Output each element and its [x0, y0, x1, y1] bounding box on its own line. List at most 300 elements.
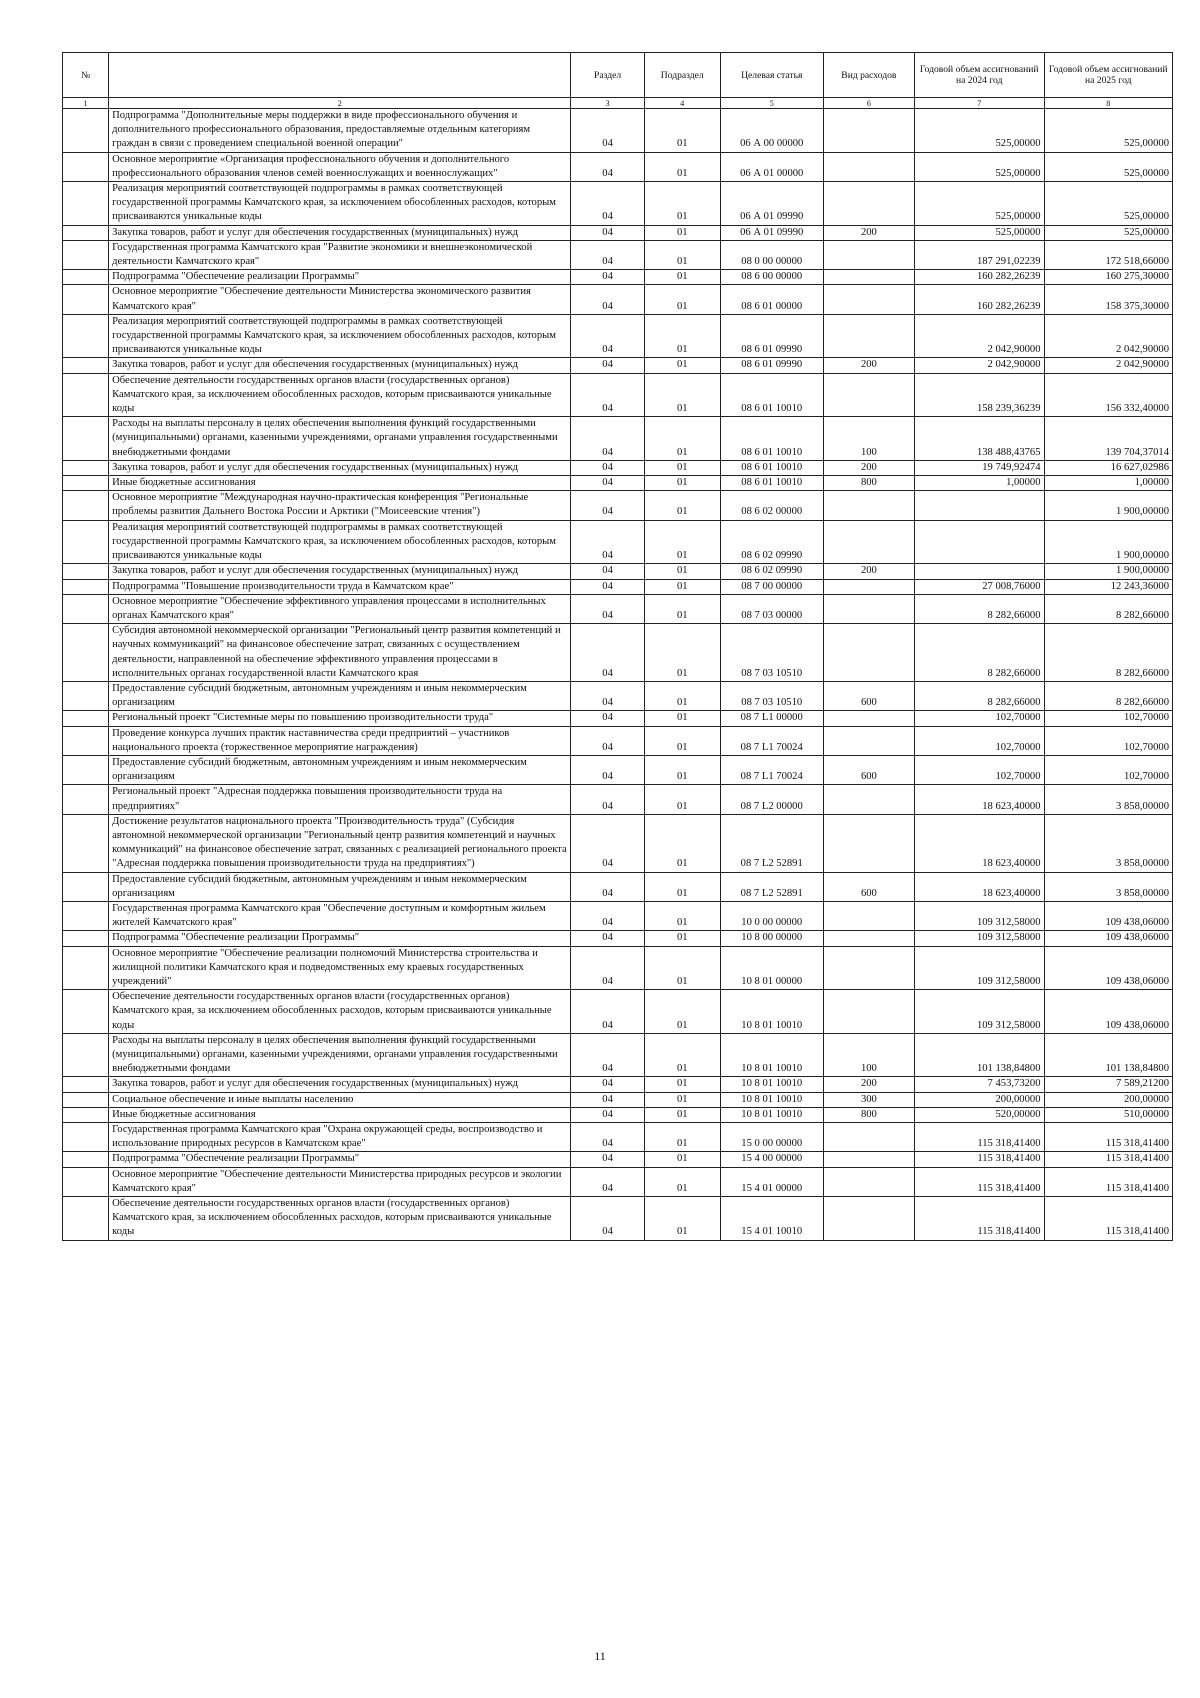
amount-2025-cell: 525,00000	[1044, 225, 1173, 240]
target-article-cell: 06 А 00 00000	[720, 109, 823, 153]
row-number-cell	[63, 814, 109, 872]
amount-2025-cell: 510,00000	[1044, 1107, 1173, 1122]
razdel-cell: 04	[571, 1123, 645, 1152]
row-number-cell	[63, 1107, 109, 1122]
razdel-cell: 04	[571, 594, 645, 623]
table-row	[63, 520, 1173, 564]
amount-2024-cell: 2 042,90000	[914, 314, 1044, 358]
target-article-cell: 08 6 00 00000	[720, 270, 823, 285]
expense-type-cell	[823, 726, 914, 755]
header-number: №	[63, 53, 109, 98]
expense-type-cell: 200	[823, 460, 914, 475]
amount-2025-cell: 525,00000	[1044, 152, 1173, 181]
amount-2024-cell	[914, 491, 1044, 520]
podrazdel-cell: 01	[644, 182, 720, 226]
podrazdel-cell: 01	[644, 931, 720, 946]
item-name-cell: Закупка товаров, работ и услуг для обеспечения государственных (муниципальных) нужд	[109, 225, 571, 240]
razdel-cell: 04	[571, 314, 645, 358]
table-row	[63, 564, 1173, 579]
item-name-cell: Основное мероприятие «Организация профессионального обучения и дополнительного профессионального образования членов семей военнослужащих и военнослужащих"	[109, 152, 571, 181]
column-number-row	[63, 98, 1173, 109]
expense-type-cell	[823, 152, 914, 181]
expense-type-cell	[823, 594, 914, 623]
podrazdel-cell: 01	[644, 681, 720, 710]
amount-2024-cell: 18 623,40000	[914, 872, 1044, 901]
row-number-cell	[63, 240, 109, 269]
razdel-cell: 04	[571, 417, 645, 461]
razdel-cell: 04	[571, 476, 645, 491]
amount-2024-cell: 8 282,66000	[914, 681, 1044, 710]
target-article-cell: 08 7 L2 52891	[720, 872, 823, 901]
target-article-cell: 08 0 00 00000	[720, 240, 823, 269]
razdel-cell: 04	[571, 785, 645, 814]
row-number-cell	[63, 681, 109, 710]
item-name-cell: Социальное обеспечение и иные выплаты населению	[109, 1092, 571, 1107]
amount-2025-cell: 16 627,02986	[1044, 460, 1173, 475]
target-article-cell: 10 8 01 10010	[720, 1092, 823, 1107]
item-name-cell: Обеспечение деятельности государственных органов власти (государственных органов) Камчатского края, за исключением обособленных расходов, которым присваиваются уникальные коды	[109, 373, 571, 417]
table-row	[63, 711, 1173, 726]
row-number-cell	[63, 755, 109, 784]
row-number-cell	[63, 152, 109, 181]
target-article-cell: 15 4 01 10010	[720, 1197, 823, 1241]
item-name-cell: Реализация мероприятий соответствующей подпрограммы в рамках соответствующей государственной программы Камчатского края, за исключением обособленных расходов, которым присваиваются уникальные коды	[109, 520, 571, 564]
expense-type-cell: 100	[823, 1033, 914, 1077]
amount-2025-cell: 160 275,30000	[1044, 270, 1173, 285]
amount-2025-cell: 109 438,06000	[1044, 946, 1173, 990]
razdel-cell: 04	[571, 285, 645, 314]
target-article-cell: 10 0 00 00000	[720, 901, 823, 930]
amount-2025-cell: 7 589,21200	[1044, 1077, 1173, 1092]
expense-type-cell: 200	[823, 1077, 914, 1092]
row-number-cell	[63, 785, 109, 814]
expense-type-cell	[823, 579, 914, 594]
podrazdel-cell: 01	[644, 901, 720, 930]
target-article-cell: 08 7 00 00000	[720, 579, 823, 594]
amount-2025-cell: 525,00000	[1044, 182, 1173, 226]
target-article-cell: 06 А 01 09990	[720, 225, 823, 240]
amount-2024-cell: 200,00000	[914, 1092, 1044, 1107]
razdel-cell: 04	[571, 931, 645, 946]
target-article-cell: 08 7 L1 70024	[720, 755, 823, 784]
row-number-cell	[63, 711, 109, 726]
amount-2025-cell: 102,70000	[1044, 711, 1173, 726]
row-number-cell	[63, 373, 109, 417]
header-name	[109, 53, 571, 98]
expense-type-cell: 200	[823, 358, 914, 373]
target-article-cell: 15 0 00 00000	[720, 1123, 823, 1152]
table-row	[63, 476, 1173, 491]
amount-2024-cell: 101 138,84800	[914, 1033, 1044, 1077]
row-number-cell	[63, 1123, 109, 1152]
target-article-cell: 08 7 03 00000	[720, 594, 823, 623]
target-article-cell: 10 8 00 00000	[720, 931, 823, 946]
row-number-cell	[63, 901, 109, 930]
item-name-cell: Предоставление субсидий бюджетным, автономным учреждениям и иным некоммерческим организациям	[109, 681, 571, 710]
item-name-cell: Субсидия автономной некоммерческой организации "Региональный центр развития компетенций и научных коммуникаций" на финансовое обеспечение затрат, связанных с осуществлением деятельности, направленной на обеспечение эффективного управления процессами в исполнительных органах государственной власти Камчатского края	[109, 624, 571, 682]
row-number-cell	[63, 285, 109, 314]
target-article-cell: 10 8 01 10010	[720, 1077, 823, 1092]
razdel-cell: 04	[571, 1167, 645, 1196]
item-name-cell: Расходы на выплаты персоналу в целях обеспечения выполнения функций государственными (муниципальными) органами, казенными учреждениями, органами управления государственными внебюджетными фондами	[109, 417, 571, 461]
expense-type-cell: 600	[823, 755, 914, 784]
expense-type-cell	[823, 520, 914, 564]
row-number-cell	[63, 931, 109, 946]
target-article-cell: 08 6 01 09990	[720, 358, 823, 373]
podrazdel-cell: 01	[644, 1152, 720, 1167]
row-number-cell	[63, 314, 109, 358]
item-name-cell: Проведение конкурса лучших практик наставничества среди предприятий – участников национального проекта (торжественное мероприятие награждения)	[109, 726, 571, 755]
item-name-cell: Государственная программа Камчатского края "Развитие экономики и внешнеэкономической деятельности Камчатского края"	[109, 240, 571, 269]
podrazdel-cell: 01	[644, 285, 720, 314]
expense-type-cell	[823, 624, 914, 682]
target-article-cell: 10 8 01 10010	[720, 990, 823, 1034]
razdel-cell: 04	[571, 182, 645, 226]
razdel-cell: 04	[571, 901, 645, 930]
podrazdel-cell: 01	[644, 314, 720, 358]
razdel-cell: 04	[571, 225, 645, 240]
podrazdel-cell: 01	[644, 755, 720, 784]
item-name-cell: Закупка товаров, работ и услуг для обеспечения государственных (муниципальных) нужд	[109, 358, 571, 373]
razdel-cell: 04	[571, 152, 645, 181]
amount-2024-cell: 27 008,76000	[914, 579, 1044, 594]
item-name-cell: Обеспечение деятельности государственных органов власти (государственных органов) Камчатского края, за исключением обособленных расходов, которым присваиваются уникальные коды	[109, 1197, 571, 1241]
table-row	[63, 109, 1173, 153]
item-name-cell: Закупка товаров, работ и услуг для обеспечения государственных (муниципальных) нужд	[109, 460, 571, 475]
podrazdel-cell: 01	[644, 594, 720, 623]
amount-2025-cell: 12 243,36000	[1044, 579, 1173, 594]
expense-type-cell	[823, 946, 914, 990]
razdel-cell: 04	[571, 872, 645, 901]
razdel-cell: 04	[571, 755, 645, 784]
amount-2024-cell: 525,00000	[914, 109, 1044, 153]
item-name-cell: Подпрограмма "Повышение производительности труда в Камчатском крае"	[109, 579, 571, 594]
razdel-cell: 04	[571, 814, 645, 872]
amount-2025-cell: 172 518,66000	[1044, 240, 1173, 269]
amount-2025-cell: 109 438,06000	[1044, 931, 1173, 946]
column-number: 2	[109, 98, 571, 109]
podrazdel-cell: 01	[644, 476, 720, 491]
expense-type-cell: 100	[823, 417, 914, 461]
podrazdel-cell: 01	[644, 109, 720, 153]
table-row	[63, 314, 1173, 358]
target-article-cell: 10 8 01 00000	[720, 946, 823, 990]
expense-type-cell: 800	[823, 1107, 914, 1122]
amount-2024-cell: 109 312,58000	[914, 990, 1044, 1034]
table-row	[63, 990, 1173, 1034]
amount-2024-cell: 520,00000	[914, 1107, 1044, 1122]
amount-2025-cell: 200,00000	[1044, 1092, 1173, 1107]
column-number: 3	[571, 98, 645, 109]
item-name-cell: Государственная программа Камчатского края "Охрана окружающей среды, воспроизводство и использование природных ресурсов в Камчатском крае"	[109, 1123, 571, 1152]
expense-type-cell: 200	[823, 225, 914, 240]
table-row	[63, 373, 1173, 417]
podrazdel-cell: 01	[644, 564, 720, 579]
podrazdel-cell: 01	[644, 373, 720, 417]
amount-2024-cell: 115 318,41400	[914, 1152, 1044, 1167]
table-row	[63, 726, 1173, 755]
razdel-cell: 04	[571, 358, 645, 373]
row-number-cell	[63, 579, 109, 594]
target-article-cell: 08 6 01 10010	[720, 373, 823, 417]
amount-2024-cell: 115 318,41400	[914, 1197, 1044, 1241]
target-article-cell: 06 А 01 09990	[720, 182, 823, 226]
row-number-cell	[63, 1092, 109, 1107]
amount-2024-cell: 2 042,90000	[914, 358, 1044, 373]
column-number: 1	[63, 98, 109, 109]
expense-type-cell: 800	[823, 476, 914, 491]
amount-2025-cell: 115 318,41400	[1044, 1167, 1173, 1196]
item-name-cell: Региональный проект "Системные меры по повышению производительности труда"	[109, 711, 571, 726]
amount-2025-cell: 8 282,66000	[1044, 624, 1173, 682]
row-number-cell	[63, 225, 109, 240]
item-name-cell: Реализация мероприятий соответствующей подпрограммы в рамках соответствующей государственной программы Камчатского края, за исключением обособленных расходов, которым присваиваются уникальные коды	[109, 314, 571, 358]
razdel-cell: 04	[571, 624, 645, 682]
amount-2025-cell: 1 900,00000	[1044, 491, 1173, 520]
table-row	[63, 931, 1173, 946]
razdel-cell: 04	[571, 564, 645, 579]
target-article-cell: 08 6 02 00000	[720, 491, 823, 520]
row-number-cell	[63, 1197, 109, 1241]
expense-type-cell	[823, 785, 914, 814]
row-number-cell	[63, 476, 109, 491]
target-article-cell: 08 7 L1 70024	[720, 726, 823, 755]
expense-type-cell	[823, 990, 914, 1034]
target-article-cell: 15 4 01 00000	[720, 1167, 823, 1196]
amount-2025-cell: 109 438,06000	[1044, 901, 1173, 930]
amount-2024-cell: 138 488,43765	[914, 417, 1044, 461]
amount-2025-cell: 525,00000	[1044, 109, 1173, 153]
table-row	[63, 1123, 1173, 1152]
item-name-cell: Предоставление субсидий бюджетным, автономным учреждениям и иным некоммерческим организациям	[109, 872, 571, 901]
table-row	[63, 270, 1173, 285]
podrazdel-cell: 01	[644, 726, 720, 755]
razdel-cell: 04	[571, 460, 645, 475]
amount-2024-cell	[914, 564, 1044, 579]
razdel-cell: 04	[571, 240, 645, 269]
item-name-cell: Основное мероприятие "Обеспечение деятельности Министерства экономического развития Камчатского края"	[109, 285, 571, 314]
header-row	[63, 53, 1173, 98]
table-row	[63, 814, 1173, 872]
podrazdel-cell: 01	[644, 872, 720, 901]
expense-type-cell	[823, 814, 914, 872]
amount-2025-cell: 3 858,00000	[1044, 872, 1173, 901]
expense-type-cell: 600	[823, 872, 914, 901]
amount-2025-cell: 139 704,37014	[1044, 417, 1173, 461]
target-article-cell: 08 6 02 09990	[720, 564, 823, 579]
table-row	[63, 152, 1173, 181]
item-name-cell: Подпрограмма "Обеспечение реализации Программы"	[109, 931, 571, 946]
amount-2025-cell: 158 375,30000	[1044, 285, 1173, 314]
razdel-cell: 04	[571, 1152, 645, 1167]
amount-2025-cell: 8 282,66000	[1044, 681, 1173, 710]
amount-2024-cell: 109 312,58000	[914, 901, 1044, 930]
budget-table	[62, 52, 1173, 1241]
razdel-cell: 04	[571, 1197, 645, 1241]
expense-type-cell: 300	[823, 1092, 914, 1107]
amount-2024-cell: 18 623,40000	[914, 814, 1044, 872]
expense-type-cell: 600	[823, 681, 914, 710]
row-number-cell	[63, 624, 109, 682]
razdel-cell: 04	[571, 491, 645, 520]
header-2024: Годовой объем ассигнований на 2024 год	[914, 53, 1044, 98]
row-number-cell	[63, 460, 109, 475]
amount-2024-cell: 525,00000	[914, 182, 1044, 226]
razdel-cell: 04	[571, 1107, 645, 1122]
amount-2025-cell: 156 332,40000	[1044, 373, 1173, 417]
amount-2025-cell: 2 042,90000	[1044, 314, 1173, 358]
podrazdel-cell: 01	[644, 990, 720, 1034]
table-row	[63, 285, 1173, 314]
razdel-cell: 04	[571, 1077, 645, 1092]
table-row	[63, 755, 1173, 784]
table-row	[63, 872, 1173, 901]
amount-2024-cell: 115 318,41400	[914, 1123, 1044, 1152]
table-row	[63, 1197, 1173, 1241]
razdel-cell: 04	[571, 1033, 645, 1077]
table-row	[63, 901, 1173, 930]
razdel-cell: 04	[571, 681, 645, 710]
row-number-cell	[63, 1077, 109, 1092]
razdel-cell: 04	[571, 711, 645, 726]
razdel-cell: 04	[571, 1092, 645, 1107]
row-number-cell	[63, 109, 109, 153]
table-row	[63, 579, 1173, 594]
expense-type-cell	[823, 314, 914, 358]
razdel-cell: 04	[571, 109, 645, 153]
amount-2024-cell: 1,00000	[914, 476, 1044, 491]
item-name-cell: Предоставление субсидий бюджетным, автономным учреждениям и иным некоммерческим организациям	[109, 755, 571, 784]
table-row	[63, 225, 1173, 240]
column-number: 4	[644, 98, 720, 109]
amount-2024-cell: 18 623,40000	[914, 785, 1044, 814]
table-row	[63, 1107, 1173, 1122]
item-name-cell: Обеспечение деятельности государственных органов власти (государственных органов) Камчатского края, за исключением обособленных расходов, которым присваиваются уникальные коды	[109, 990, 571, 1034]
table-row	[63, 681, 1173, 710]
table-row	[63, 624, 1173, 682]
item-name-cell: Реализация мероприятий соответствующей подпрограммы в рамках соответствующей государственной программы Камчатского края, за исключением обособленных расходов, которым присваиваются уникальные коды	[109, 182, 571, 226]
amount-2024-cell: 158 239,36239	[914, 373, 1044, 417]
item-name-cell: Подпрограмма "Обеспечение реализации Программы"	[109, 1152, 571, 1167]
podrazdel-cell: 01	[644, 520, 720, 564]
row-number-cell	[63, 270, 109, 285]
table-row	[63, 1077, 1173, 1092]
podrazdel-cell: 01	[644, 491, 720, 520]
razdel-cell: 04	[571, 990, 645, 1034]
target-article-cell: 08 6 01 00000	[720, 285, 823, 314]
table-row	[63, 1167, 1173, 1196]
amount-2024-cell	[914, 520, 1044, 564]
target-article-cell: 08 6 02 09990	[720, 520, 823, 564]
row-number-cell	[63, 520, 109, 564]
row-number-cell	[63, 491, 109, 520]
expense-type-cell	[823, 711, 914, 726]
amount-2024-cell: 109 312,58000	[914, 946, 1044, 990]
podrazdel-cell: 01	[644, 240, 720, 269]
row-number-cell	[63, 990, 109, 1034]
amount-2024-cell: 160 282,26239	[914, 285, 1044, 314]
podrazdel-cell: 01	[644, 358, 720, 373]
expense-type-cell	[823, 240, 914, 269]
podrazdel-cell: 01	[644, 1123, 720, 1152]
podrazdel-cell: 01	[644, 1077, 720, 1092]
amount-2024-cell: 525,00000	[914, 152, 1044, 181]
expense-type-cell	[823, 109, 914, 153]
amount-2024-cell: 109 312,58000	[914, 931, 1044, 946]
expense-type-cell	[823, 182, 914, 226]
razdel-cell: 04	[571, 946, 645, 990]
header-expense-type: Вид расходов	[823, 53, 914, 98]
amount-2024-cell: 102,70000	[914, 755, 1044, 784]
target-article-cell: 08 6 01 09990	[720, 314, 823, 358]
podrazdel-cell: 01	[644, 1107, 720, 1122]
item-name-cell: Основное мероприятие "Обеспечение эффективного управления процессами в исполнительных органах Камчатского края"	[109, 594, 571, 623]
amount-2024-cell: 525,00000	[914, 225, 1044, 240]
table-row	[63, 491, 1173, 520]
table-row	[63, 460, 1173, 475]
podrazdel-cell: 01	[644, 460, 720, 475]
row-number-cell	[63, 726, 109, 755]
podrazdel-cell: 01	[644, 711, 720, 726]
amount-2024-cell: 8 282,66000	[914, 624, 1044, 682]
podrazdel-cell: 01	[644, 1033, 720, 1077]
item-name-cell: Региональный проект "Адресная поддержка повышения производительности труда на предприятиях"	[109, 785, 571, 814]
podrazdel-cell: 01	[644, 624, 720, 682]
amount-2024-cell: 102,70000	[914, 711, 1044, 726]
table-body	[63, 109, 1173, 1241]
column-number: 6	[823, 98, 914, 109]
expense-type-cell	[823, 491, 914, 520]
target-article-cell: 08 6 01 10010	[720, 460, 823, 475]
header-podrazdel: Подраздел	[644, 53, 720, 98]
amount-2025-cell: 115 318,41400	[1044, 1123, 1173, 1152]
target-article-cell: 10 8 01 10010	[720, 1033, 823, 1077]
table-row	[63, 594, 1173, 623]
amount-2025-cell: 1 900,00000	[1044, 564, 1173, 579]
amount-2024-cell: 19 749,92474	[914, 460, 1044, 475]
razdel-cell: 04	[571, 726, 645, 755]
expense-type-cell	[823, 373, 914, 417]
target-article-cell: 15 4 00 00000	[720, 1152, 823, 1167]
budget-table-sheet	[62, 52, 1173, 1241]
row-number-cell	[63, 564, 109, 579]
row-number-cell	[63, 1152, 109, 1167]
item-name-cell: Подпрограмма "Дополнительные меры поддержки в виде профессионального обучения и дополнительного профессионального образования, предоставляемые отдельным категориям граждан в связи с проведением специальной военной операции"	[109, 109, 571, 153]
expense-type-cell	[823, 901, 914, 930]
amount-2024-cell: 160 282,26239	[914, 270, 1044, 285]
page-number: 11	[594, 1649, 606, 1663]
row-number-cell	[63, 946, 109, 990]
row-number-cell	[63, 872, 109, 901]
table-row	[63, 240, 1173, 269]
podrazdel-cell: 01	[644, 785, 720, 814]
table-row	[63, 1092, 1173, 1107]
amount-2025-cell: 102,70000	[1044, 755, 1173, 784]
amount-2025-cell: 109 438,06000	[1044, 990, 1173, 1034]
amount-2025-cell: 3 858,00000	[1044, 785, 1173, 814]
row-number-cell	[63, 417, 109, 461]
amount-2025-cell: 2 042,90000	[1044, 358, 1173, 373]
podrazdel-cell: 01	[644, 1092, 720, 1107]
row-number-cell	[63, 594, 109, 623]
row-number-cell	[63, 182, 109, 226]
column-number: 7	[914, 98, 1044, 109]
target-article-cell: 06 А 01 00000	[720, 152, 823, 181]
item-name-cell: Иные бюджетные ассигнования	[109, 476, 571, 491]
target-article-cell: 08 7 L1 00000	[720, 711, 823, 726]
podrazdel-cell: 01	[644, 152, 720, 181]
target-article-cell: 08 6 01 10010	[720, 476, 823, 491]
